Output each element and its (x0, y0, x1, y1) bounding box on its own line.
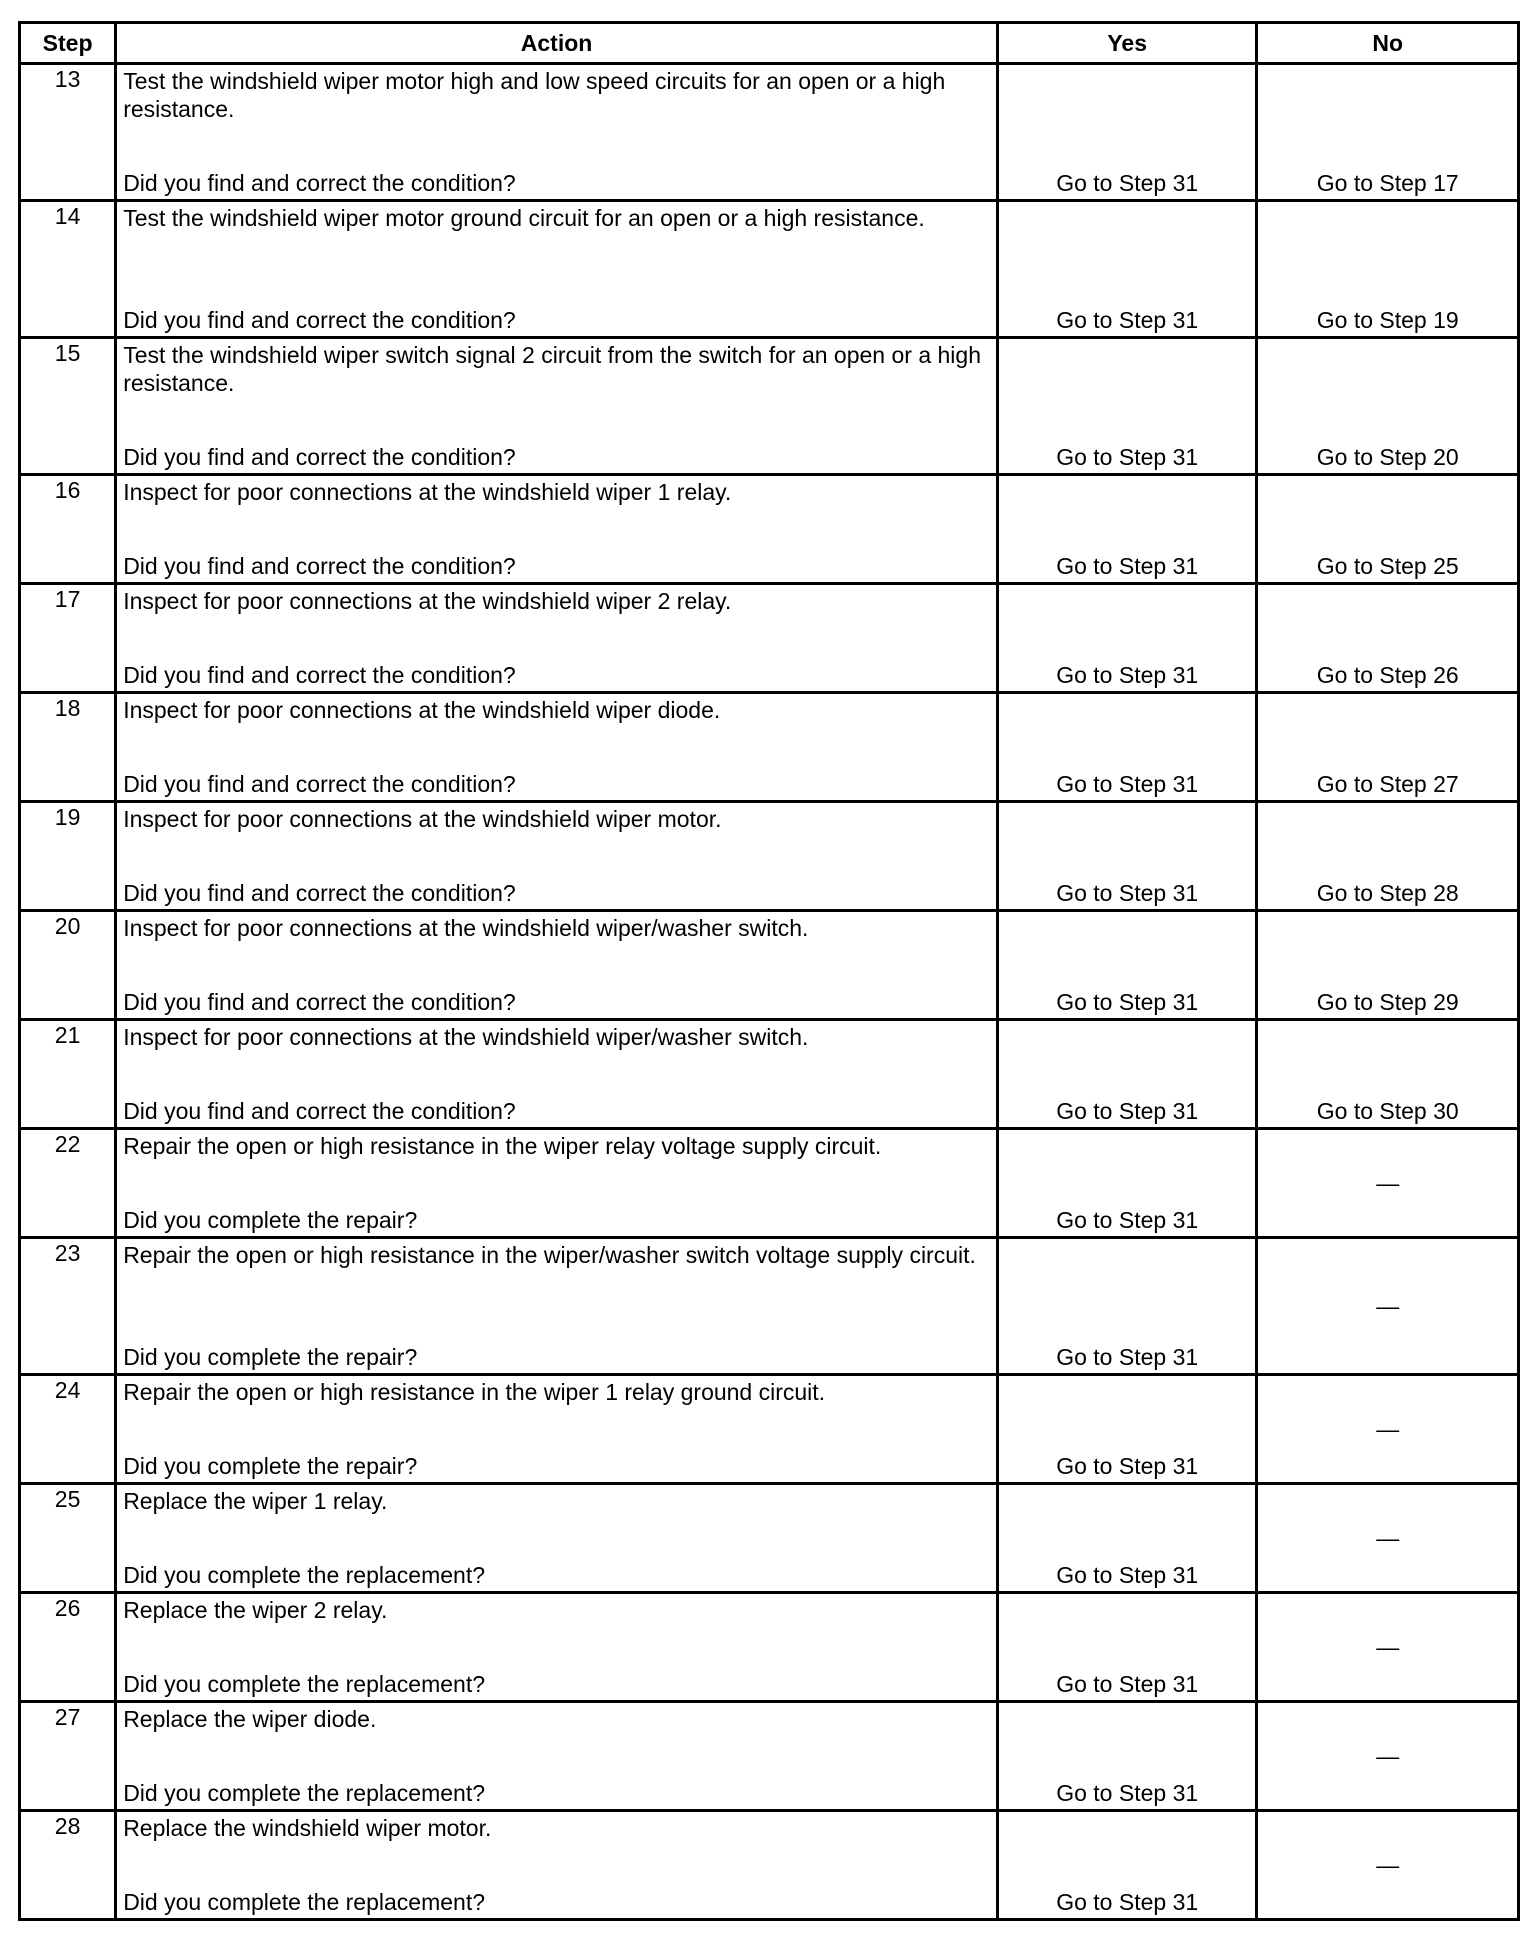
step-number: 18 (20, 693, 116, 802)
no-goto: Go to Step 19 (1316, 307, 1459, 333)
step-number: 24 (20, 1375, 116, 1484)
no-dash: — (1376, 1416, 1400, 1442)
yes-goto: Go to Step 31 (1056, 1207, 1199, 1233)
step-number: 28 (20, 1811, 116, 1920)
yes-cell (997, 1593, 1257, 1702)
action-question: Did you find and correct the condition? (123, 553, 516, 579)
action-instruction: Replace the wiper 1 relay. (123, 1488, 388, 1514)
header-yes: Yes (997, 23, 1257, 64)
no-cell (1257, 693, 1519, 802)
step-number: 17 (20, 584, 116, 693)
yes-cell (997, 1702, 1257, 1811)
action-cell (116, 911, 998, 1020)
action-question: Did you find and correct the condition? (123, 170, 516, 196)
no-cell (1257, 911, 1519, 1020)
yes-cell (997, 1238, 1257, 1375)
yes-goto: Go to Step 31 (1056, 989, 1199, 1015)
action-question: Did you find and correct the condition? (123, 880, 516, 906)
table-row (20, 1702, 1519, 1811)
yes-cell (997, 64, 1257, 201)
action-question: Did you complete the replacement? (123, 1562, 485, 1588)
action-cell (116, 693, 998, 802)
action-question: Did you find and correct the condition? (123, 662, 516, 688)
action-cell (116, 64, 998, 201)
no-cell (1257, 1129, 1519, 1238)
yes-goto: Go to Step 31 (1056, 1098, 1199, 1124)
step-number: 15 (20, 338, 116, 475)
no-cell (1257, 1811, 1519, 1920)
action-question: Did you complete the replacement? (123, 1780, 485, 1806)
yes-goto: Go to Step 31 (1056, 444, 1199, 470)
table-body (20, 64, 1519, 1920)
action-cell (116, 475, 998, 584)
action-cell (116, 1238, 998, 1375)
no-cell (1257, 1375, 1519, 1484)
yes-goto: Go to Step 31 (1056, 307, 1199, 333)
diagnostic-table (18, 21, 1520, 1921)
yes-goto: Go to Step 31 (1056, 880, 1199, 906)
action-cell (116, 1702, 998, 1811)
table-row (20, 1129, 1519, 1238)
action-instruction: Repair the open or high resistance in the wiper 1 relay ground circuit. (123, 1379, 826, 1405)
yes-cell (997, 475, 1257, 584)
yes-goto: Go to Step 31 (1056, 553, 1199, 579)
step-number: 27 (20, 1702, 116, 1811)
table-row (20, 1811, 1519, 1920)
action-question: Did you complete the repair? (123, 1453, 418, 1479)
yes-goto: Go to Step 31 (1056, 1562, 1199, 1588)
action-cell (116, 1375, 998, 1484)
table-row (20, 1484, 1519, 1593)
step-number: 13 (20, 64, 116, 201)
no-goto: Go to Step 28 (1316, 880, 1459, 906)
action-cell (116, 584, 998, 693)
table-row (20, 201, 1519, 338)
no-cell (1257, 1020, 1519, 1129)
table-row (20, 693, 1519, 802)
table-row (20, 584, 1519, 693)
action-question: Did you find and correct the condition? (123, 307, 516, 333)
header-no: No (1257, 23, 1519, 64)
action-cell (116, 1484, 998, 1593)
no-dash: — (1376, 1293, 1400, 1319)
action-question: Did you find and correct the condition? (123, 444, 516, 470)
table-row (20, 1375, 1519, 1484)
action-instruction: Inspect for poor connections at the windshield wiper diode. (123, 697, 721, 723)
action-instruction: Test the windshield wiper motor ground circuit for an open or a high resistance. (123, 205, 925, 231)
action-instruction: Inspect for poor connections at the windshield wiper motor. (123, 806, 722, 832)
action-cell (116, 338, 998, 475)
table-row (20, 338, 1519, 475)
table-row (20, 64, 1519, 201)
no-dash: — (1376, 1525, 1400, 1551)
action-question: Did you find and correct the condition? (123, 989, 516, 1015)
step-number: 16 (20, 475, 116, 584)
yes-cell (997, 201, 1257, 338)
no-dash: — (1376, 1170, 1400, 1196)
no-dash: — (1376, 1852, 1400, 1878)
yes-cell (997, 584, 1257, 693)
no-cell (1257, 1238, 1519, 1375)
yes-goto: Go to Step 31 (1056, 771, 1199, 797)
step-number: 20 (20, 911, 116, 1020)
yes-cell (997, 1375, 1257, 1484)
step-number: 25 (20, 1484, 116, 1593)
no-goto: Go to Step 30 (1316, 1098, 1459, 1124)
yes-goto: Go to Step 31 (1056, 1671, 1199, 1697)
yes-cell (997, 338, 1257, 475)
step-number: 21 (20, 1020, 116, 1129)
yes-goto: Go to Step 31 (1056, 1780, 1199, 1806)
step-number: 22 (20, 1129, 116, 1238)
yes-goto: Go to Step 31 (1056, 1453, 1199, 1479)
yes-cell (997, 802, 1257, 911)
table-row (20, 802, 1519, 911)
table-row (20, 1020, 1519, 1129)
yes-cell (997, 1811, 1257, 1920)
action-instruction: Inspect for poor connections at the windshield wiper 1 relay. (123, 479, 732, 505)
step-number: 23 (20, 1238, 116, 1375)
no-goto: Go to Step 20 (1316, 444, 1459, 470)
action-cell (116, 1020, 998, 1129)
action-instruction: Test the windshield wiper motor high and low speed circuits for an open or a high resistance. (123, 68, 946, 122)
no-cell (1257, 1702, 1519, 1811)
action-instruction: Inspect for poor connections at the windshield wiper/washer switch. (123, 915, 809, 941)
no-cell (1257, 338, 1519, 475)
table-row (20, 1238, 1519, 1375)
no-cell (1257, 802, 1519, 911)
step-number: 19 (20, 802, 116, 911)
no-goto: Go to Step 29 (1316, 989, 1459, 1015)
no-dash: — (1376, 1743, 1400, 1769)
no-goto: Go to Step 25 (1316, 553, 1459, 579)
table-row (20, 911, 1519, 1020)
yes-goto: Go to Step 31 (1056, 662, 1199, 688)
action-instruction: Repair the open or high resistance in the wiper/washer switch voltage supply circuit. (123, 1242, 976, 1268)
action-cell (116, 1129, 998, 1238)
action-cell (116, 1811, 998, 1920)
yes-goto: Go to Step 31 (1056, 1344, 1199, 1370)
yes-cell (997, 1484, 1257, 1593)
no-goto: Go to Step 26 (1316, 662, 1459, 688)
no-cell (1257, 64, 1519, 201)
no-goto: Go to Step 17 (1316, 170, 1459, 196)
action-instruction: Inspect for poor connections at the windshield wiper/washer switch. (123, 1024, 809, 1050)
yes-goto: Go to Step 31 (1056, 1889, 1199, 1915)
action-cell (116, 1593, 998, 1702)
table-row (20, 1593, 1519, 1702)
no-cell (1257, 584, 1519, 693)
action-instruction: Replace the wiper 2 relay. (123, 1597, 388, 1623)
action-question: Did you complete the replacement? (123, 1671, 485, 1697)
yes-cell (997, 693, 1257, 802)
step-number: 26 (20, 1593, 116, 1702)
action-instruction: Repair the open or high resistance in the wiper relay voltage supply circuit. (123, 1133, 882, 1159)
yes-goto: Go to Step 31 (1056, 170, 1199, 196)
yes-cell (997, 1020, 1257, 1129)
step-number: 14 (20, 201, 116, 338)
action-instruction: Replace the windshield wiper motor. (123, 1815, 492, 1841)
action-instruction: Replace the wiper diode. (123, 1706, 377, 1732)
no-cell (1257, 1484, 1519, 1593)
no-goto: Go to Step 27 (1316, 771, 1459, 797)
action-cell (116, 802, 998, 911)
header-step: Step (20, 23, 116, 64)
action-question: Did you find and correct the condition? (123, 1098, 516, 1124)
no-cell (1257, 475, 1519, 584)
action-question: Did you complete the repair? (123, 1207, 418, 1233)
action-instruction: Test the windshield wiper switch signal 2 circuit from the switch for an open or a high resistance. (123, 342, 981, 396)
no-dash: — (1376, 1634, 1400, 1660)
table-row (20, 475, 1519, 584)
header-action: Action (116, 23, 998, 64)
action-question: Did you find and correct the condition? (123, 771, 516, 797)
no-cell (1257, 1593, 1519, 1702)
no-cell (1257, 201, 1519, 338)
yes-cell (997, 911, 1257, 1020)
action-question: Did you complete the repair? (123, 1344, 418, 1370)
header-row (20, 23, 1519, 64)
action-question: Did you complete the replacement? (123, 1889, 485, 1915)
yes-cell (997, 1129, 1257, 1238)
action-cell (116, 201, 998, 338)
action-instruction: Inspect for poor connections at the windshield wiper 2 relay. (123, 588, 732, 614)
